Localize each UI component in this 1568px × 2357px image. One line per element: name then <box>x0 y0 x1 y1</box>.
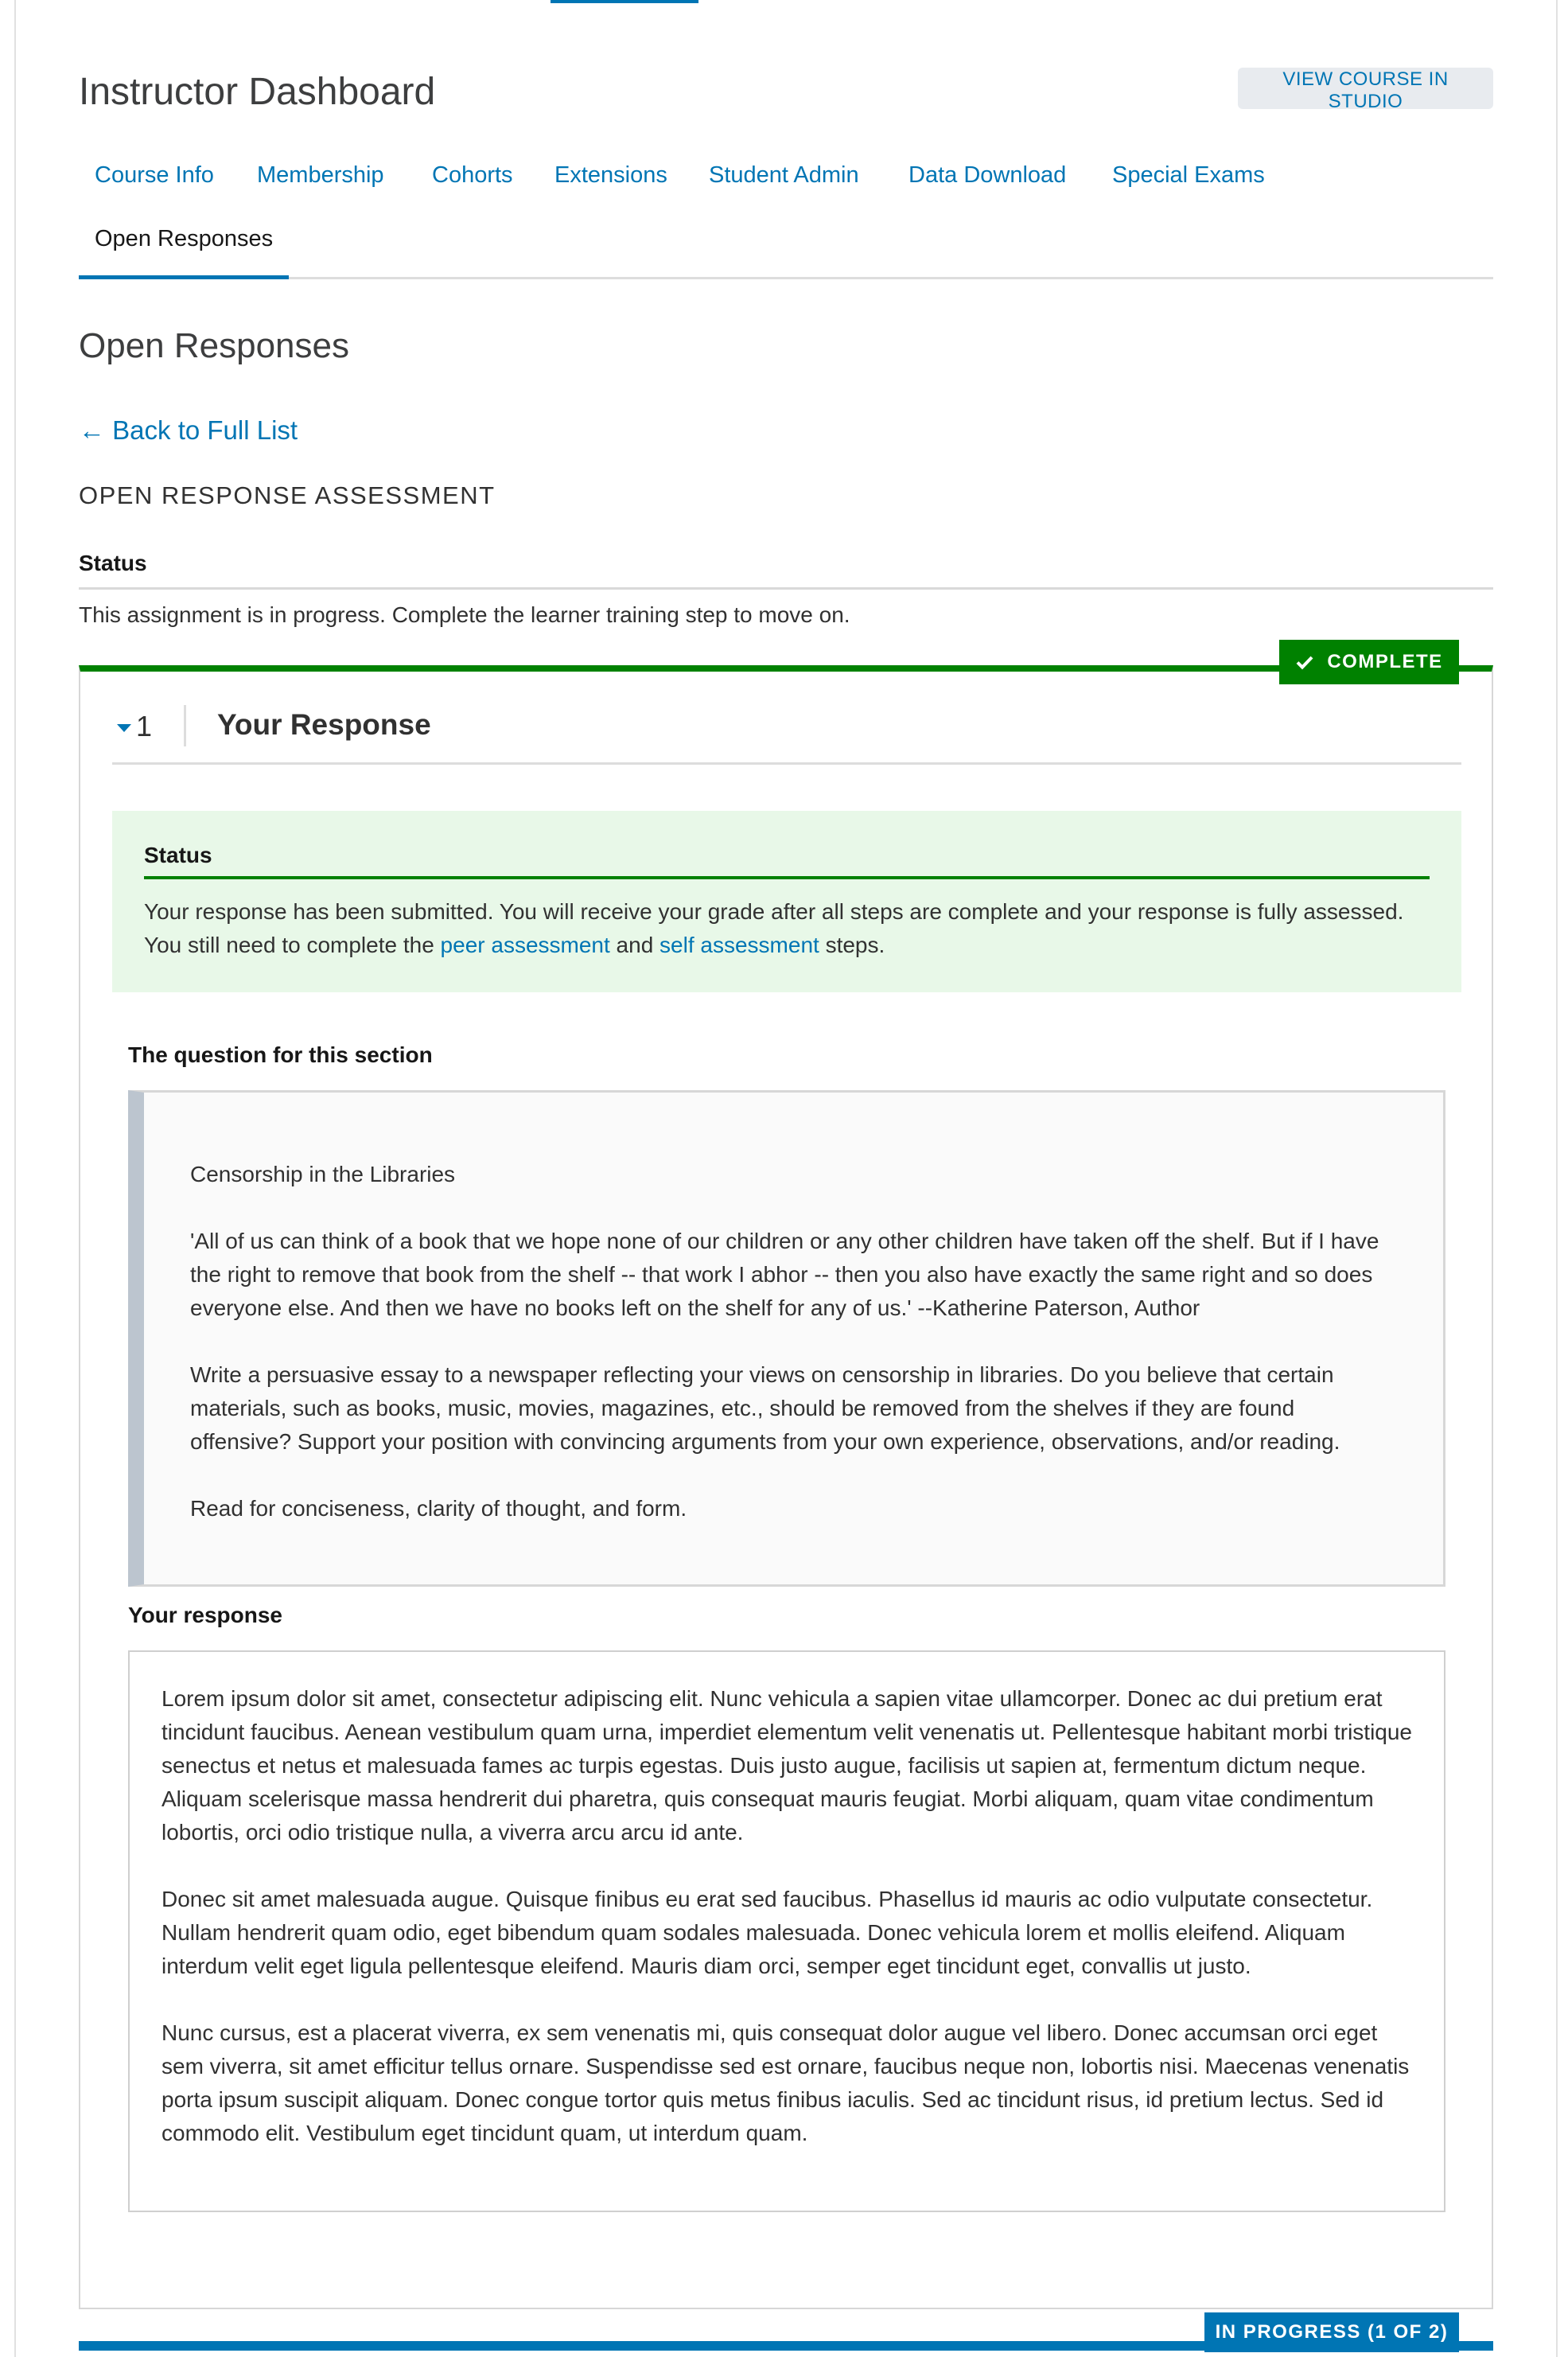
status-text: This assignment is in progress. Complete the learner training step to move on. <box>79 602 850 627</box>
status-text-part: and <box>609 933 660 957</box>
status-divider <box>79 587 1493 590</box>
tab-student-admin[interactable]: Student Admin <box>709 162 859 188</box>
tab-open-responses[interactable]: Open Responses <box>95 226 274 251</box>
active-tab-indicator <box>79 275 289 279</box>
step-status-message <box>112 811 1461 992</box>
tab-extensions[interactable]: Extensions <box>554 162 667 188</box>
response-step-card <box>79 665 1493 2309</box>
status-text-part: Your response has been submitted. You will receive your grade after all steps are complete and your response is fully assessed. You still need to complete the <box>144 899 1404 957</box>
ora-label: OPEN RESPONSE ASSESSMENT <box>79 481 496 509</box>
complete-badge-label: COMPLETE <box>1327 651 1443 672</box>
step-title: Your Response <box>217 708 431 741</box>
response-paragraph: Donec sit amet malesuada augue. Quisque finibus eu erat sed faucibus. Phasellus id mauris ac odio vulputate consectetur. Nullam hendrerit quam odio, eget bibendum quam sodales malesuada. Donec vehicula lorem et mollis eleifend. Aliquam interdum velit eget ligula pellentesque eleifend. Mauris diam orci, semper eget tincidunt eget, convallis ut justo. <box>161 1887 1373 1978</box>
back-to-full-list-link[interactable]: ← Back to Full List <box>79 415 298 445</box>
status-heading: Status <box>79 551 147 575</box>
dashboard-tabs <box>79 151 1493 279</box>
section-title: Open Responses <box>79 326 349 365</box>
question-box <box>128 1090 1445 1587</box>
response-box <box>128 1650 1445 2212</box>
step-header[interactable] <box>112 689 1461 765</box>
response-paragraph: Lorem ipsum dolor sit amet, consectetur adipiscing elit. Nunc vehicula a sapien vitae ullamcorper. Donec ac dui pretium erat tincidunt faucibus. Aenean vestibulum quam urna, imperdiet elementum velit venenatis ut. Pellentesque habitant morbi tristique senectus et netus et malesuada fames ac turpis egestas. Duis justo augue, facilisis ut sapien at, fermentum dictum neque. Aliquam scelerisque massa hendrerit dui pharetra, quis consequat mauris feugiat. Morbi aliquam, quam vitae condimentum lobortis, orci odio tristique nulla, a viverra arcu arcu id ante. <box>161 1686 1413 1845</box>
self-assessment-link[interactable]: self assessment <box>659 933 819 957</box>
caret-down-icon[interactable] <box>117 724 131 732</box>
question-label: The question for this section <box>128 1042 433 1067</box>
tab-course-info[interactable]: Course Info <box>95 162 214 188</box>
step-status-heading: Status <box>144 843 1430 879</box>
view-course-in-studio-button[interactable]: VIEW COURSE IN STUDIO <box>1238 68 1493 109</box>
question-paragraph: Write a persuasive essay to a newspaper reflecting your views on censorship in libraries. Do you believe that certain materials, such as books, music, movies, magazines, etc., should be removed from the shelves if they are found offensive? Support your position with convincing arguments from your own experience, observations, and/or reading. <box>190 1362 1340 1454</box>
response-paragraph: Nunc cursus, est a placerat viverra, ex sem venenatis mi, quis consequat dolor augue vel libero. Donec accumsan orci eget sem viverra, sit amet efficitur tellus ornare. Suspendisse sed est ornare, faucibus neque non, lobortis nisi. Maecenas venenatis porta ipsum suscipit aliquam. Donec congue tortor quis metus finibus iaculis. Sed ac tincidunt risus, id pretium lectus. Sed id commodo elit. Vestibulum eget tincidunt quam, ut interdum quam. <box>161 2020 1410 2145</box>
status-text-part: steps. <box>819 933 885 957</box>
complete-badge <box>1279 640 1459 684</box>
tab-membership[interactable]: Membership <box>257 162 384 188</box>
tab-cohorts[interactable]: Cohorts <box>432 162 513 188</box>
tab-special-exams[interactable]: Special Exams <box>1112 162 1265 188</box>
question-paragraph: Read for conciseness, clarity of thought, and form. <box>190 1496 687 1521</box>
question-paragraph: 'All of us can think of a book that we hope none of our children or any other children have taken off the shelf. But if I have the right to remove that book from the shelf -- that work I abhor -- then you also have exactly the same right and so does everyone else. And then we have no books left on the shelf for any of us.' --Katherine Paterson, Author <box>190 1229 1379 1320</box>
tab-data-download[interactable]: Data Download <box>909 162 1067 188</box>
peer-assessment-link[interactable]: peer assessment <box>440 933 610 957</box>
check-icon <box>1295 653 1314 672</box>
response-label: Your response <box>128 1603 282 1627</box>
in-progress-badge: IN PROGRESS (1 OF 2) <box>1204 2312 1459 2352</box>
question-paragraph: Censorship in the Libraries <box>190 1162 456 1186</box>
step-number: 1 <box>136 710 153 742</box>
step-status-text <box>144 895 1430 962</box>
page-title: Instructor Dashboard <box>79 71 436 113</box>
step-header-divider <box>184 705 186 746</box>
